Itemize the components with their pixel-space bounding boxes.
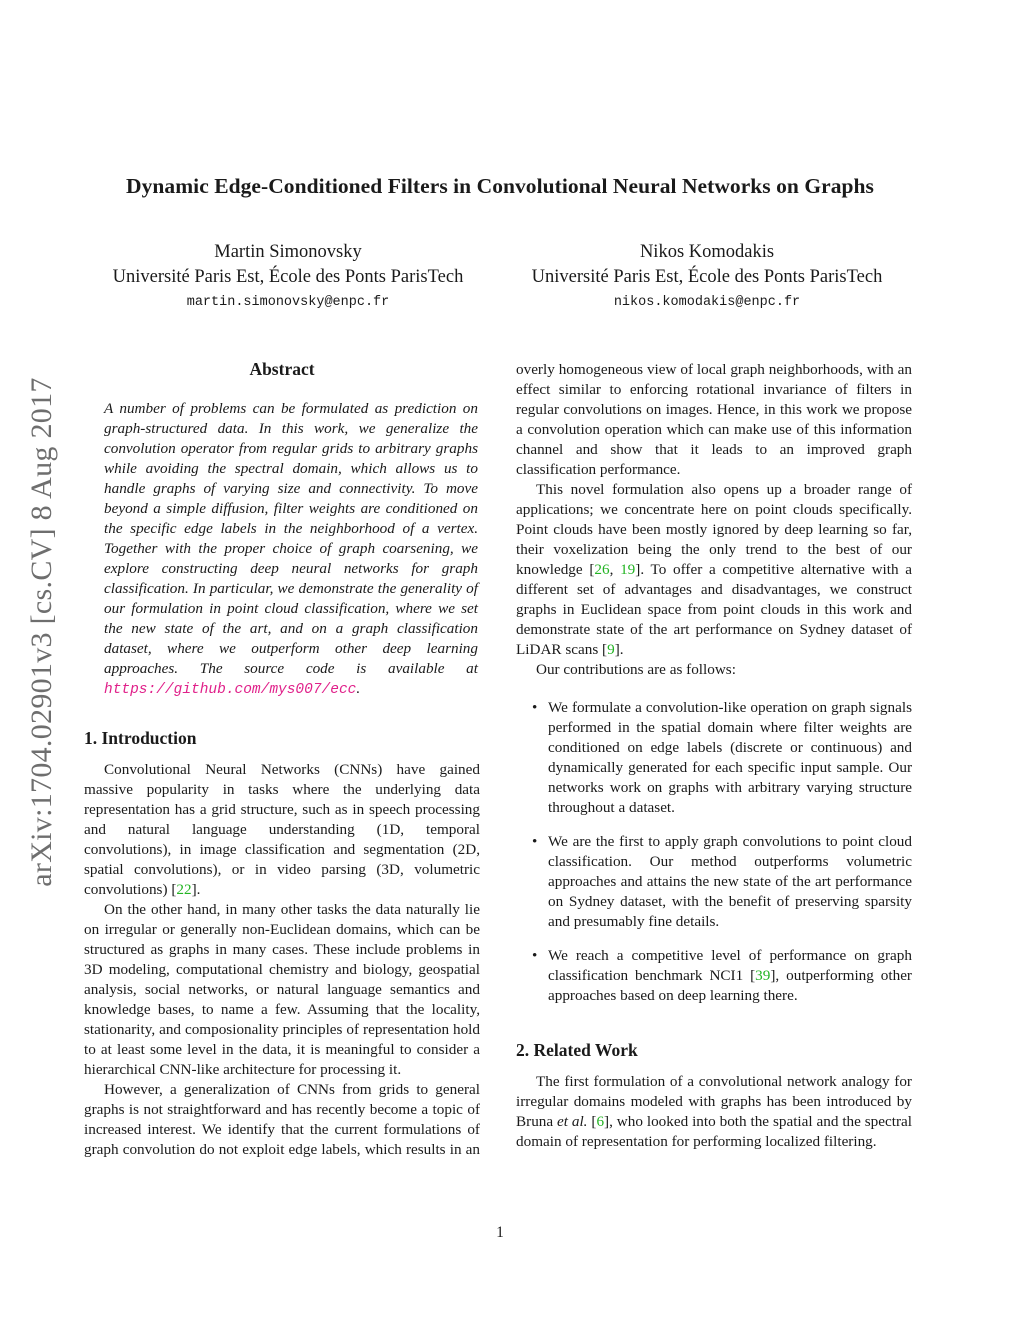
related-paragraph-1 [516, 1072, 912, 1152]
intro-p4-end: ]. [614, 641, 624, 658]
page-number: 1 [496, 1224, 504, 1241]
related-p1-space: [ [587, 1113, 597, 1130]
author-email[interactable]: nikos.komodakis@enpc.fr [613, 295, 801, 310]
contribution-text-a: We reach a competitive level of performance on graph classification benchmark NCI1 [ [548, 947, 912, 984]
author-affiliation: Université Paris Est, École des Ponts ParisTech [531, 267, 883, 287]
citation-link[interactable]: 26 [594, 561, 610, 578]
intro-p1-end: ]. [191, 881, 201, 898]
intro-p3-text: However, a generalization of CNNs from grids to general graphs is not straightforward and has recently become a topic of increased interest. We identify that the current formulations of graph convolution do not exploit edge labels, which results in an [84, 1081, 480, 1158]
et-al: et al. [557, 1113, 588, 1130]
contribution-text: We formulate a convolution-like operation on graph signals performed in the spatial domain where filter weights are conditioned on edge labels (discrete or continuous) and dynamically generated for each specific input sample. Our networks work on graphs with arbitrary varying structure throughout a dataset. [548, 699, 912, 816]
intro-p4a: This novel formulation also opens up a broader range of applications; we concentrate here on point clouds specifically. Point clouds have been mostly ignored by deep learning so far, their voxelization being the only trend to the best of our knowledge [ [516, 481, 912, 578]
intro-p3-overflow: overly homogeneous view of local graph neighborhoods, with an effect similar to enforcing rotational invariance of filters in regular convolutions on images. Hence, in this work we propose a convolution operation which can make use of this information channel and show that it leads to an improved graph classification performance. [516, 361, 912, 478]
intro-p1-text: Convolutional Neural Networks (CNNs) have gained massive popularity in tasks where the underlying data representation has a grid structure, such as in speech processing and natural language understanding (1D, temporal convolutions), in image classification and segmentation (2D, spatial convolutions), or in video parsing (3D, volumetric convolutions) [ [84, 761, 480, 898]
author-name: Martin Simonovsky [214, 242, 362, 262]
intro-paragraph-3-continued [516, 360, 912, 480]
intro-paragraph-5: Our contributions are as follows: [536, 661, 736, 678]
list-item [516, 832, 912, 932]
citation-link[interactable]: 19 [620, 561, 636, 578]
paper-title: Dynamic Edge-Conditioned Filters in Convolutional Neural Networks on Graphs [126, 174, 874, 198]
intro-paragraph-4 [516, 480, 912, 660]
citation-link[interactable]: 39 [755, 967, 771, 984]
author-block-1 [78, 240, 498, 316]
bullet-icon: • [532, 833, 538, 850]
author-block-2 [497, 240, 917, 316]
citation-link[interactable]: 22 [176, 881, 192, 898]
related-p1b: ], who looked into both the spatial and the spectral domain of representation for performing localized filtering. [516, 1113, 912, 1150]
abstract-end: . [356, 680, 361, 697]
related-work-heading: 2. Related Work [516, 1040, 638, 1060]
contribution-text: We are the first to apply graph convolutions to point cloud classification. Our method outperforms volumetric approaches and attains the new state of the art performance on Sydney dataset, with the benefit of preserving sparsity and presumably fine details. [548, 833, 912, 930]
bullet-icon: • [532, 699, 538, 716]
intro-paragraph-3 [84, 1080, 480, 1160]
author-name: Nikos Komodakis [639, 242, 775, 262]
contributions-list [516, 698, 912, 1006]
related-p1a: The first formulation of a convolutional network analogy for irregular domains modeled with graphs has been introduced by Bruna [516, 1073, 912, 1130]
intro-paragraph-2: On the other hand, in many other tasks the data naturally lie on irregular or generally non-Euclidean domains, which can be structured as graphs in many cases. These include problems in 3D modeling, computational chemistry and biology, geospatial analysis, social networks, or natural language semantics and knowledge bases, to name a few. Assuming that the locality, stationarity, and composionality principles of representation hold to at least some level in the data, it is meaningful to consider a hierarchical CNN-like architecture for processing it. [84, 901, 480, 1078]
intro-heading: 1. Introduction [84, 728, 197, 748]
left-column [84, 355, 480, 1160]
abstract-body-text: A number of problems can be formulated as prediction on graph-structured data. In this work, we generalize the convolution operator from regular grids to arbitrary graphs while avoiding the spectral domain, which allows us to handle graphs of varying size and connectivity. To move beyond a simple diffusion, filter weights are conditioned on the specific edge labels in the neighborhood of a vertex. Together with the proper choice of graph coarsening, we explore constructing deep neural networks for graph classification. In particular, we demonstrate the generality of our formulation in point cloud classification, where we set the new state of the art, and on a graph classification dataset, where we outperform other deep learning approaches. The source code is available at [104, 400, 478, 677]
source-code-link[interactable]: https://github.com/mys007/ecc [104, 682, 357, 698]
list-item [516, 946, 912, 1006]
arxiv-stamp: arXiv:1704.02901v3 [cs.CV] 8 Aug 2017 [25, 377, 58, 887]
abstract-text [84, 399, 480, 700]
list-item [516, 698, 912, 818]
bullet-icon: • [532, 947, 538, 964]
contribution-text-b: ], outperforming other approaches based on deep learning there. [548, 967, 912, 1004]
intro-p4b: ]. To offer a competitive alternative with a different set of advantages and disadvantages, we construct graphs in Euclidean space from point clouds in this work and demonstrate state of the art performance on Sydney dataset of LiDAR scans [ [516, 561, 913, 658]
citation-link[interactable]: 9 [607, 641, 615, 658]
author-affiliation: Université Paris Est, École des Ponts ParisTech [112, 267, 464, 287]
right-column [516, 360, 912, 1152]
citation-link[interactable]: 6 [596, 1113, 605, 1130]
abstract-heading: Abstract [249, 359, 315, 379]
intro-paragraph-1 [84, 760, 480, 900]
intro-p4-sep: , [609, 561, 621, 578]
author-email[interactable]: martin.simonovsky@enpc.fr [186, 295, 390, 310]
